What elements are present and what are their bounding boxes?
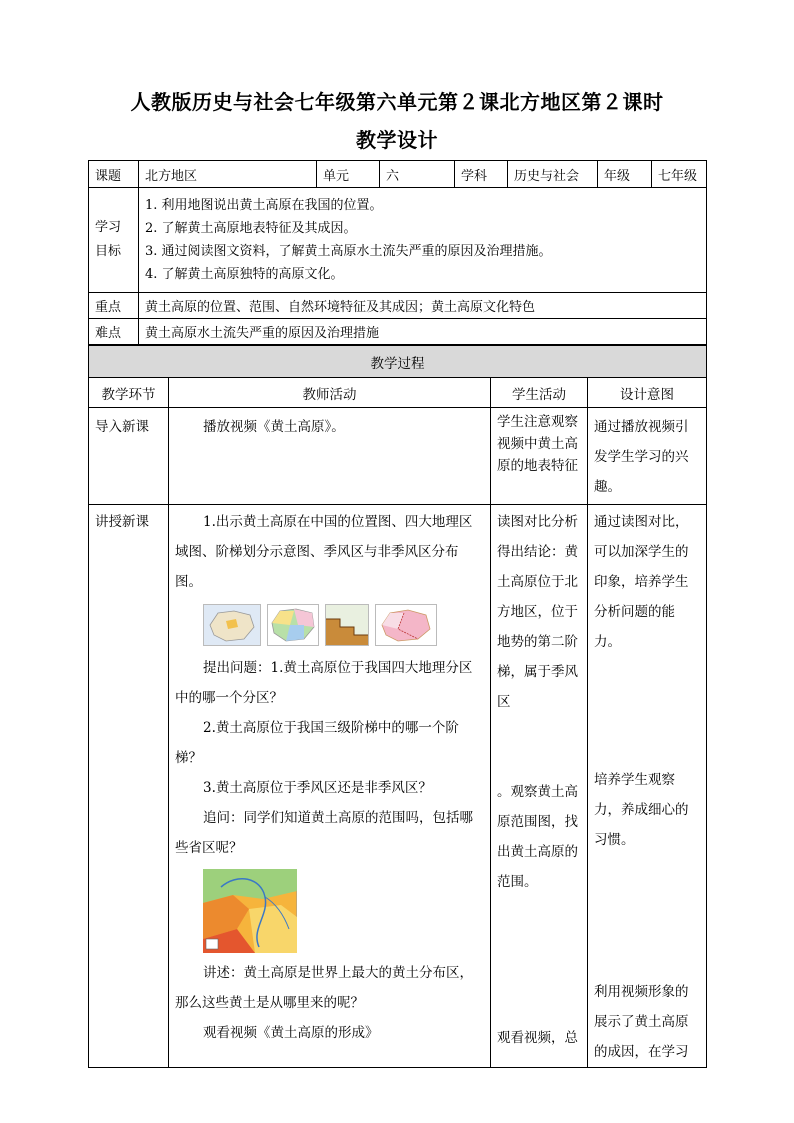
- goal-item: 2. 了解黄土高原地表特征及其成因。: [145, 221, 357, 236]
- monsoon-region-map: [375, 604, 437, 646]
- four-regions-map: [267, 604, 319, 646]
- topic-label: 课题: [89, 161, 139, 188]
- topic-value: 北方地区: [139, 161, 317, 188]
- stage-intro: 导入新课: [89, 408, 169, 505]
- teacher-step-1: 1.出示黄土高原在中国的位置图、四大地理区域图、阶梯划分示意图、季风区与非季风区分布图。: [175, 514, 473, 590]
- student-intro: 学生注意观察视频中黄土高原的地表特征: [491, 408, 588, 505]
- document-title: 人教版历史与社会七年级第六单元第２课北方地区第２课时: [130, 90, 664, 114]
- intent-intro: 通过播放视频引发学生学习的兴趣。: [588, 408, 707, 505]
- lesson-info-table: [88, 160, 707, 345]
- goals-label-line2: 目标: [95, 244, 122, 259]
- terrain-steps-diagram: [325, 604, 369, 646]
- intent-2: 培养学生观察力，养成细心的习惯。: [594, 772, 689, 848]
- goals-value: [139, 188, 707, 293]
- header-student: 学生活动: [491, 378, 588, 408]
- goal-item: 1. 利用地图说出黄土高原在我国的位置。: [145, 198, 383, 213]
- goals-label: [89, 188, 139, 293]
- key-points-label: 重点: [89, 293, 139, 319]
- student-new-lesson: [491, 505, 588, 1068]
- plateau-range-figure: [175, 863, 484, 958]
- intent-1: 通过读图对比，可以加深学生的印象，培养学生分析问题的能力。: [594, 514, 689, 650]
- student-activity-1: 读图对比分析得出结论：黄土高原位于北方地区，位于地势的第二阶梯，属于季风区: [497, 514, 578, 710]
- header-intent: 设计意图: [588, 378, 707, 408]
- student-activity-3: 观看视频，总: [497, 1030, 578, 1046]
- header-teacher: 教师活动: [169, 378, 491, 408]
- teaching-process-table: [88, 345, 707, 1068]
- grade-value: 七年级: [652, 161, 707, 188]
- goal-item: 4. 了解黄土高原独特的高原文化。: [145, 267, 344, 282]
- unit-label: 单元: [317, 161, 380, 188]
- stage-new-lesson: 讲授新课: [89, 505, 169, 1068]
- subject-label: 学科: [455, 161, 508, 188]
- document-subtitle: 教学设计: [356, 128, 438, 152]
- goal-item: 3. 通过阅读图文资料，了解黄土高原水土流失严重的原因及治理措施。: [145, 244, 552, 259]
- header-stage: 教学环节: [89, 378, 169, 408]
- loess-plateau-map: [203, 869, 297, 953]
- teacher-video: 观看视频《黄土高原的形成》: [203, 1025, 379, 1041]
- teacher-intro: 播放视频《黄土高原》。: [169, 408, 491, 505]
- teacher-followup: 追问：同学们知道黄土高原的范围吗，包括哪些省区呢？: [175, 810, 473, 856]
- difficulty-label: 难点: [89, 319, 139, 345]
- subject-value: 历史与社会: [508, 161, 598, 188]
- unit-value: 六: [380, 161, 455, 188]
- intent-3: 利用视频形象的展示了黄土高原的成因，在学习: [594, 984, 689, 1060]
- teacher-question-3: 3.黄土高原位于季风区还是非季风区？: [203, 780, 432, 796]
- difficulty-value: 黄土高原水土流失严重的原因及治理措施: [139, 319, 707, 345]
- teacher-question-1: 提出问题：1.黄土高原位于我国四大地理分区中的哪一个分区？: [175, 660, 473, 706]
- china-location-map: [203, 604, 261, 646]
- process-banner: 教学过程: [89, 346, 707, 378]
- key-points-value: 黄土高原的位置、范围、自然环境特征及其成因；黄土高原文化特色: [139, 293, 707, 319]
- location-maps: [175, 597, 484, 653]
- intent-new-lesson: [588, 505, 707, 1068]
- teacher-narration: 讲述：黄土高原是世界上最大的黄土分布区，那么这些黄土是从哪里来的呢？: [175, 965, 473, 1011]
- grade-label: 年级: [598, 161, 652, 188]
- goals-label-line1: 学习: [95, 220, 122, 235]
- teacher-new-lesson: [169, 505, 491, 1068]
- student-activity-2: 。观察黄土高原范围图，找出黄土高原的范围。: [497, 784, 578, 890]
- teacher-question-2: 2.黄土高原位于我国三级阶梯中的哪一个阶梯？: [175, 720, 459, 766]
